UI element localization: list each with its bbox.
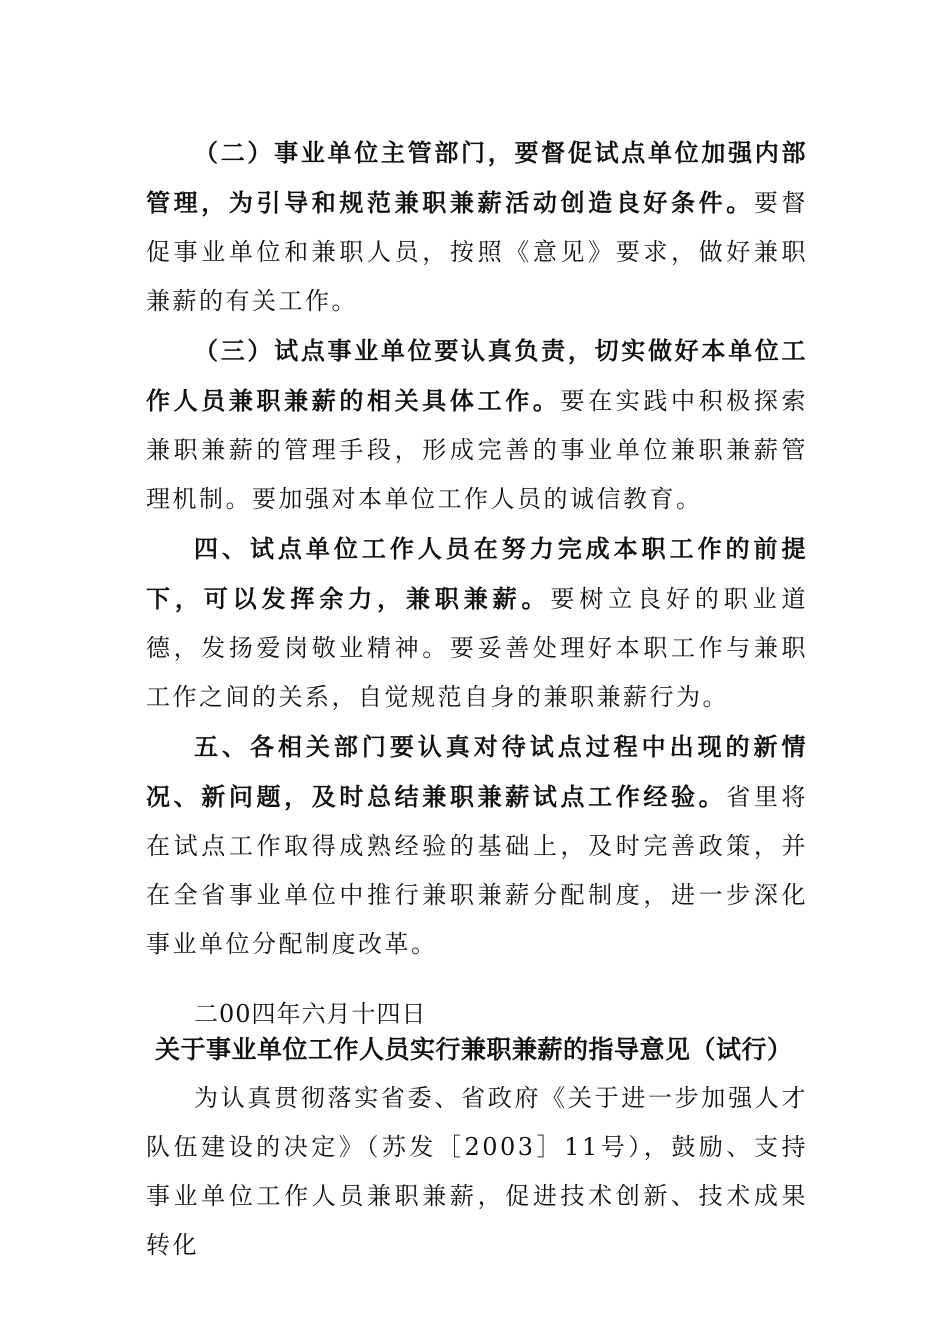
paragraph-5	[146, 722, 808, 969]
paragraph-2	[146, 128, 808, 326]
document-title: 关于事业单位工作人员实行兼职兼薪的指导意见（试行）	[155, 1035, 793, 1064]
paragraph-body: 要在实践中积极探索兼职兼薪的管理手段，形成完善的事业单位兼职兼薪管理机制。要加强对本单位工作人员的诚信教育。	[146, 387, 809, 513]
paragraph-heading: （二）事业单位主管部门，要督促试点单位加强内部管理，为引导和规范兼职兼薪活动创造良好条件。	[146, 138, 808, 217]
paragraph-heading: 五、各相关部门要认真对待试点过程中出现的新情况、新问题，及时总结兼职兼薪试点工作经验。	[146, 732, 808, 811]
paragraph-body: 要树立良好的职业道德，发扬爱岗敬业精神。要妥善处理好本职工作与兼职工作之间的关系，自觉规范自身的兼职兼薪行为。	[146, 585, 809, 711]
paragraph-heading: 四、试点单位工作人员在努力完成本职工作的前提下，可以发挥余力，兼职兼薪。	[146, 534, 808, 613]
paragraph-body: 要督促事业单位和兼职人员，按照《意见》要求，做好兼职兼薪的有关工作。	[146, 189, 809, 315]
paragraph-4	[146, 524, 808, 722]
paragraph-heading: （三）试点事业单位要认真负责，切实做好本单位工作人员兼职兼薪的相关具体工作。	[146, 336, 808, 415]
paragraph-body: 省里将在试点工作取得成熟经验的基础上，及时完善政策，并在全省事业单位中推行兼职兼薪分配制度，进一步深化事业单位分配制度改革。	[146, 783, 809, 958]
paragraph-3	[146, 326, 808, 524]
intro-paragraph: 为认真贯彻落实省委、省政府《关于进一步加强人才队伍建设的决定》（苏发［2003］11号），鼓励、支持事业单位工作人员兼职兼薪，促进技术创新、技术成果转化	[146, 1084, 808, 1259]
document-date: 二00四年六月十四日	[194, 1000, 427, 1028]
